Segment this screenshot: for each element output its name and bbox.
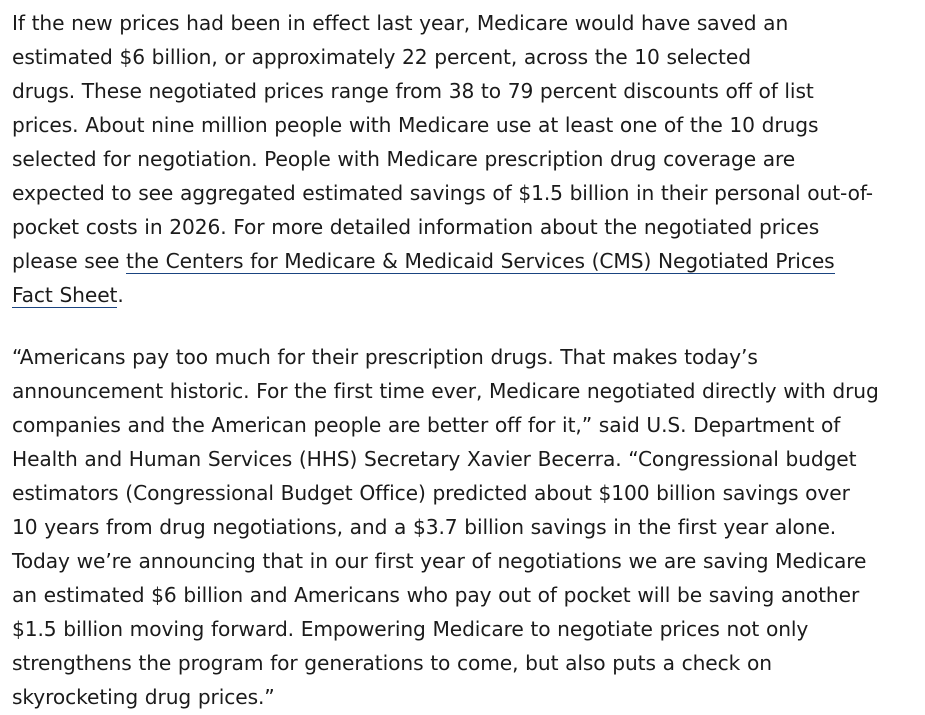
text-line-with-link xyxy=(12,278,912,312)
text-line: an estimated $6 billion and Americans who pay out of pocket will be saving another xyxy=(12,583,860,607)
cms-fact-sheet-link[interactable]: the Centers for Medicare & Medicaid Services (CMS) Negotiated Prices xyxy=(126,249,835,273)
text-line: announcement historic. For the first time ever, Medicare negotiated directly with drug xyxy=(12,379,879,403)
text-line: drugs. These negotiated prices range from 38 to 79 percent discounts off of list xyxy=(12,79,814,103)
text-line: If the new prices had been in effect last year, Medicare would have saved an xyxy=(12,11,789,35)
text-line: Today we’re announcing that in our first year of negotiations we are saving Medicare xyxy=(12,549,867,573)
paragraph-becerra-quote xyxy=(12,340,912,714)
link-lead-text: please see xyxy=(12,249,127,273)
text-line: pocket costs in 2026. For more detailed information about the negotiated prices xyxy=(12,215,820,239)
text-line: companies and the American people are better off for it,” said U.S. Department of xyxy=(12,413,841,437)
text-line: estimated $6 billion, or approximately 22 percent, across the 10 selected xyxy=(12,45,751,69)
text-line: skyrocketing drug prices.” xyxy=(12,685,275,709)
article-body xyxy=(12,6,912,714)
text-line: prices. About nine million people with Medicare use at least one of the 10 drugs xyxy=(12,113,819,137)
text-line: 10 years from drug negotiations, and a $3.7 billion savings in the first year alone. xyxy=(12,515,837,539)
text-line: $1.5 billion moving forward. Empowering Medicare to negotiate prices not only xyxy=(12,617,809,641)
paragraph-savings xyxy=(12,6,912,312)
text-line: strengthens the program for generations to come, but also puts a check on xyxy=(12,651,772,675)
text-line: selected for negotiation. People with Medicare prescription drug coverage are xyxy=(12,147,796,171)
cms-fact-sheet-link-continued[interactable]: Fact Sheet xyxy=(12,283,118,307)
text-line-with-link xyxy=(12,244,912,278)
text-line: Health and Human Services (HHS) Secretary Xavier Becerra. “Congressional budget xyxy=(12,447,857,471)
link-trail-text: . xyxy=(117,283,124,307)
text-line: expected to see aggregated estimated savings of $1.5 billion in their personal out-of- xyxy=(12,181,873,205)
text-line: estimators (Congressional Budget Office) predicted about $100 billion savings over xyxy=(12,481,850,505)
text-line: “Americans pay too much for their prescription drugs. That makes today’s xyxy=(12,345,758,369)
